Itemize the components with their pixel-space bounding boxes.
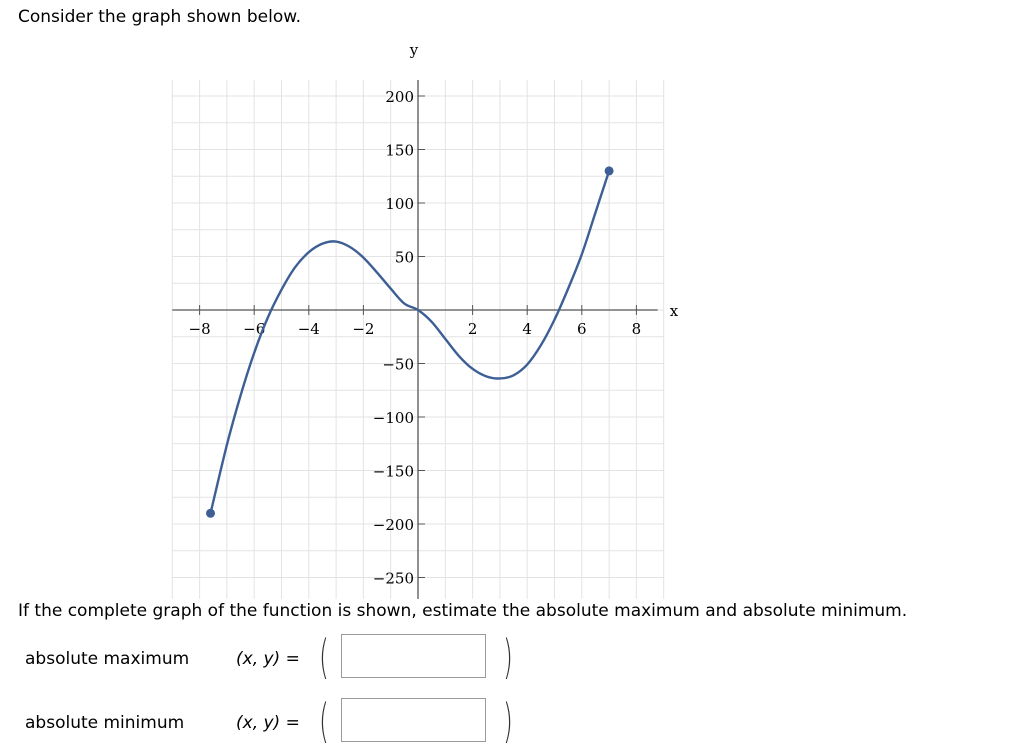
- y-tick-label: −200: [372, 516, 414, 534]
- absolute-minimum-expression: (x, y) =: [236, 713, 300, 733]
- y-tick-label: 200: [385, 88, 414, 106]
- x-tick-label: 8: [631, 320, 642, 338]
- x-axis-label: x: [669, 302, 679, 320]
- y-axis-label: y: [409, 40, 419, 59]
- question-text: If the complete graph of the function is shown, estimate the absolute maximum and absolute minimum.: [18, 601, 908, 621]
- open-paren: (: [319, 694, 329, 748]
- y-tick-label: 50: [394, 248, 414, 267]
- x-tick-label: 2: [467, 320, 478, 338]
- open-paren: (: [319, 630, 329, 684]
- y-tick-label: −100: [372, 409, 414, 427]
- x-tick-label: 4: [522, 320, 532, 338]
- y-tick-label: −50: [382, 355, 414, 374]
- absolute-minimum-row: [25, 696, 565, 748]
- y-tick-label: −250: [372, 569, 414, 588]
- y-tick-label: −150: [372, 462, 414, 481]
- close-paren: ): [503, 694, 513, 748]
- prompt-text: Consider the graph shown below.: [18, 7, 301, 27]
- absolute-maximum-input[interactable]: [341, 634, 486, 678]
- x-tick-label: −4: [297, 320, 320, 338]
- endpoint-dot: [206, 509, 215, 518]
- endpoint-dot: [605, 166, 614, 175]
- x-tick-label: −8: [188, 320, 211, 338]
- y-tick-label: 150: [385, 141, 414, 160]
- x-tick-label: −2: [352, 320, 375, 338]
- y-tick-label: 100: [385, 195, 414, 213]
- absolute-maximum-row: [25, 632, 565, 684]
- absolute-minimum-label: absolute minimum: [25, 713, 185, 733]
- x-tick-label: 6: [577, 320, 587, 338]
- absolute-minimum-input[interactable]: [341, 698, 486, 742]
- absolute-maximum-expression: (x, y) =: [236, 649, 300, 669]
- close-paren: ): [503, 630, 513, 684]
- absolute-maximum-label: absolute maximum: [25, 649, 190, 669]
- x-tick-label: −6: [243, 320, 266, 338]
